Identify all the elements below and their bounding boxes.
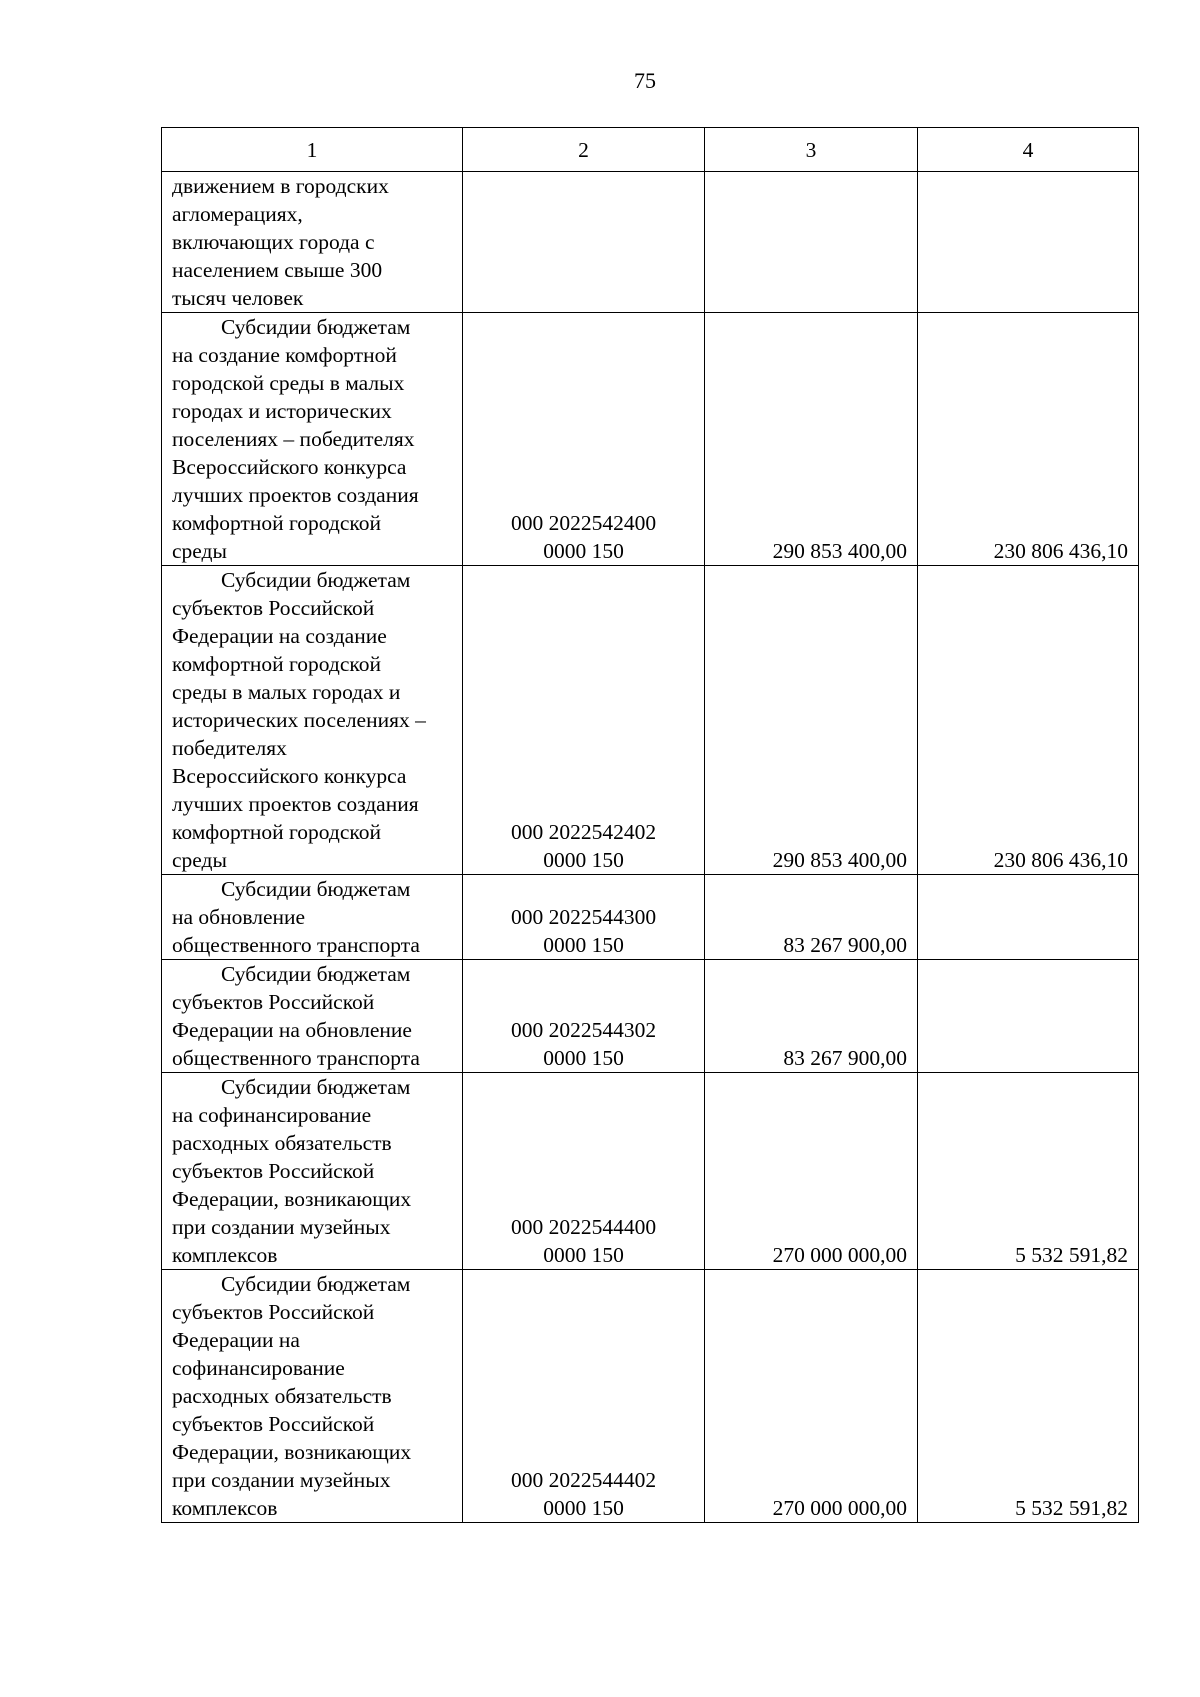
- budget-item-name-text: Субсидии бюджетам: [221, 877, 411, 901]
- budget-item-name-text: лучших проектов создания: [172, 792, 419, 816]
- budget-item-name-line: [172, 678, 458, 706]
- amount-col4: [918, 172, 1139, 313]
- column-header-1: 1: [162, 128, 463, 172]
- budget-code-line: 000 2022542402: [510, 820, 657, 844]
- budget-item-name: [162, 313, 463, 566]
- budget-item-name-line: [172, 453, 458, 481]
- budget-item-name-line: [172, 1438, 458, 1466]
- budget-item-name-text: Федерации на обновление: [172, 1018, 412, 1042]
- budget-item-name-text: Всероссийского конкурса: [172, 455, 407, 479]
- budget-item-name-line: [172, 931, 458, 959]
- budget-item-name-text: населением свыше 300: [172, 258, 383, 282]
- budget-item-name-text: поселениях – победителях: [172, 427, 415, 451]
- budget-item-name-text: Всероссийского конкурса: [172, 764, 407, 788]
- budget-item-name-line: [172, 1354, 458, 1382]
- budget-item-name-text: лучших проектов создания: [172, 483, 419, 507]
- budget-item-name-line: [172, 988, 458, 1016]
- budget-item-name-line: [172, 1270, 458, 1298]
- budget-item-name-line: [172, 1129, 458, 1157]
- budget-item-name-text: городской среды в малых: [172, 371, 405, 395]
- budget-item-name-line: [172, 313, 458, 341]
- budget-item-name-text: Субсидии бюджетам: [221, 962, 411, 986]
- amount-col3: 290 853 400,00: [705, 313, 918, 566]
- budget-item-name-text: на обновление: [172, 905, 306, 929]
- budget-item-name-text: Федерации на: [172, 1328, 300, 1352]
- budget-item-name-text: комфортной городской: [172, 820, 381, 844]
- budget-item-name-line: [172, 1466, 458, 1494]
- budget-table: [161, 127, 1139, 1523]
- budget-item-name-text: агломерациях,: [172, 202, 303, 226]
- budget-item-name-line: [172, 650, 458, 678]
- budget-item-name-text: среды в малых городах и: [172, 680, 401, 704]
- budget-item-name-text: Субсидии бюджетам: [221, 315, 411, 339]
- budget-item-name-text: субъектов Российской: [172, 1300, 375, 1324]
- column-header-4: 4: [918, 128, 1139, 172]
- amount-col3: 290 853 400,00: [705, 566, 918, 875]
- amount-col3: 270 000 000,00: [705, 1270, 918, 1523]
- budget-item-name-text: на софинансирование: [172, 1103, 372, 1127]
- budget-item-name-text: Субсидии бюджетам: [221, 568, 411, 592]
- budget-item-name-line: [172, 903, 458, 931]
- budget-item-name-text: субъектов Российской: [172, 1412, 375, 1436]
- budget-item-name-line: [172, 256, 458, 284]
- budget-code-line: 000 2022544302: [510, 1018, 657, 1042]
- budget-item-name-text: при создании музейных: [172, 1215, 391, 1239]
- budget-item-name-line: [172, 706, 458, 734]
- budget-item-name-text: субъектов Российской: [172, 596, 375, 620]
- budget-item-name-text: расходных обязательств: [172, 1384, 392, 1408]
- amount-col4: [918, 875, 1139, 960]
- table-body: [162, 172, 1139, 1523]
- budget-code-line: 000 2022544402: [510, 1468, 657, 1492]
- budget-item-name-line: [172, 369, 458, 397]
- budget-item-name-text: на создание комфортной: [172, 343, 397, 367]
- budget-item-name-text: движением в городских: [172, 174, 389, 198]
- budget-item-name-text: Федерации, возникающих: [172, 1440, 412, 1464]
- budget-item-name-text: Федерации на создание: [172, 624, 387, 648]
- budget-item-name-line: [172, 284, 458, 312]
- budget-item-name-line: [172, 1494, 458, 1522]
- budget-item-name-text: комфортной городской: [172, 652, 381, 676]
- budget-item-name-text: расходных обязательств: [172, 1131, 392, 1155]
- amount-col4: 230 806 436,10: [918, 566, 1139, 875]
- budget-item-name-line: [172, 846, 458, 874]
- budget-item-name-text: Субсидии бюджетам: [221, 1075, 411, 1099]
- budget-item-name-text: софинансирование: [172, 1356, 345, 1380]
- table-row: [162, 1270, 1139, 1523]
- budget-item-name-line: [172, 200, 458, 228]
- budget-item-name-text: среды: [172, 539, 227, 563]
- amount-col4: 5 532 591,82: [918, 1073, 1139, 1270]
- budget-classification-code: [463, 313, 705, 566]
- budget-item-name-line: [172, 622, 458, 650]
- budget-item-name-line: [172, 1241, 458, 1269]
- budget-classification-code: [463, 1270, 705, 1523]
- budget-item-name-text: субъектов Российской: [172, 1159, 375, 1183]
- budget-item-name-line: [172, 790, 458, 818]
- budget-item-name-line: [172, 594, 458, 622]
- amount-col3: 83 267 900,00: [705, 875, 918, 960]
- budget-item-name-text: общественного транспорта: [172, 933, 420, 957]
- budget-classification-code: [463, 566, 705, 875]
- budget-item-name: [162, 1270, 463, 1523]
- budget-item-name-text: городах и исторических: [172, 399, 392, 423]
- budget-item-name-line: [172, 172, 458, 200]
- amount-col3: 270 000 000,00: [705, 1073, 918, 1270]
- page-number: 75: [634, 68, 656, 93]
- budget-item-name-line: [172, 818, 458, 846]
- amount-col4: 230 806 436,10: [918, 313, 1139, 566]
- budget-item-name-line: [172, 537, 458, 565]
- budget-classification-code: [463, 1073, 705, 1270]
- budget-code-line: 000 2022544400: [510, 1215, 657, 1239]
- table-header-row: [162, 128, 1139, 172]
- budget-item-name-line: [172, 1410, 458, 1438]
- budget-item-name-line: [172, 425, 458, 453]
- budget-item-name: [162, 172, 463, 313]
- budget-item-name-line: [172, 960, 458, 988]
- column-header-2: 2: [463, 128, 705, 172]
- budget-item-name-line: [172, 1016, 458, 1044]
- budget-item-name-line: [172, 1157, 458, 1185]
- budget-item-name-line: [172, 481, 458, 509]
- budget-item-name-text: Субсидии бюджетам: [221, 1272, 411, 1296]
- amount-col3: [705, 172, 918, 313]
- budget-item-name-text: субъектов Российской: [172, 990, 375, 1014]
- budget-item-name-line: [172, 341, 458, 369]
- budget-item-name-line: [172, 397, 458, 425]
- table-row: [162, 960, 1139, 1073]
- budget-item-name-text: комфортной городской: [172, 511, 381, 535]
- budget-item-name-line: [172, 1073, 458, 1101]
- budget-classification-code: [463, 960, 705, 1073]
- budget-item-name-text: тысяч человек: [172, 286, 304, 310]
- budget-item-name: [162, 566, 463, 875]
- amount-col3: 83 267 900,00: [705, 960, 918, 1073]
- budget-item-name-text: при создании музейных: [172, 1468, 391, 1492]
- budget-item-name-text: общественного транспорта: [172, 1046, 420, 1070]
- budget-classification-code: [463, 172, 705, 313]
- budget-item-name-text: включающих города с: [172, 230, 375, 254]
- table-row: [162, 875, 1139, 960]
- budget-item-name-line: [172, 509, 458, 537]
- budget-item-name-line: [172, 875, 458, 903]
- table-row: [162, 313, 1139, 566]
- budget-item-name: [162, 960, 463, 1073]
- budget-item-name-line: [172, 1185, 458, 1213]
- budget-item-name-text: среды: [172, 848, 227, 872]
- budget-item-name-line: [172, 734, 458, 762]
- budget-item-name-line: [172, 1326, 458, 1354]
- budget-code-line: 0000 150: [543, 1243, 624, 1267]
- table-row: [162, 1073, 1139, 1270]
- amount-col4: [918, 960, 1139, 1073]
- budget-item-name-line: [172, 1101, 458, 1129]
- budget-item-name-text: комплексов: [172, 1496, 278, 1520]
- budget-item-name-text: Федерации, возникающих: [172, 1187, 412, 1211]
- table-row: [162, 566, 1139, 875]
- budget-item-name-line: [172, 762, 458, 790]
- budget-code-line: 0000 150: [543, 1046, 624, 1070]
- budget-item-name-line: [172, 1044, 458, 1072]
- budget-item-name-line: [172, 228, 458, 256]
- table-row: [162, 172, 1139, 313]
- budget-code-line: 0000 150: [543, 539, 624, 563]
- budget-item-name-text: комплексов: [172, 1243, 278, 1267]
- budget-item-name-line: [172, 1213, 458, 1241]
- budget-code-line: 0000 150: [543, 933, 624, 957]
- budget-item-name-text: победителях: [172, 736, 287, 760]
- budget-item-name-line: [172, 1382, 458, 1410]
- budget-item-name-line: [172, 1298, 458, 1326]
- budget-code-line: 000 2022542400: [510, 511, 657, 535]
- budget-code-line: 0000 150: [543, 848, 624, 872]
- budget-code-line: 000 2022544300: [510, 905, 657, 929]
- column-header-3: 3: [705, 128, 918, 172]
- budget-item-name: [162, 875, 463, 960]
- budget-item-name: [162, 1073, 463, 1270]
- budget-code-line: 0000 150: [543, 1496, 624, 1520]
- budget-item-name-line: [172, 566, 458, 594]
- budget-classification-code: [463, 875, 705, 960]
- budget-item-name-text: исторических поселениях –: [172, 708, 426, 732]
- amount-col4: 5 532 591,82: [918, 1270, 1139, 1523]
